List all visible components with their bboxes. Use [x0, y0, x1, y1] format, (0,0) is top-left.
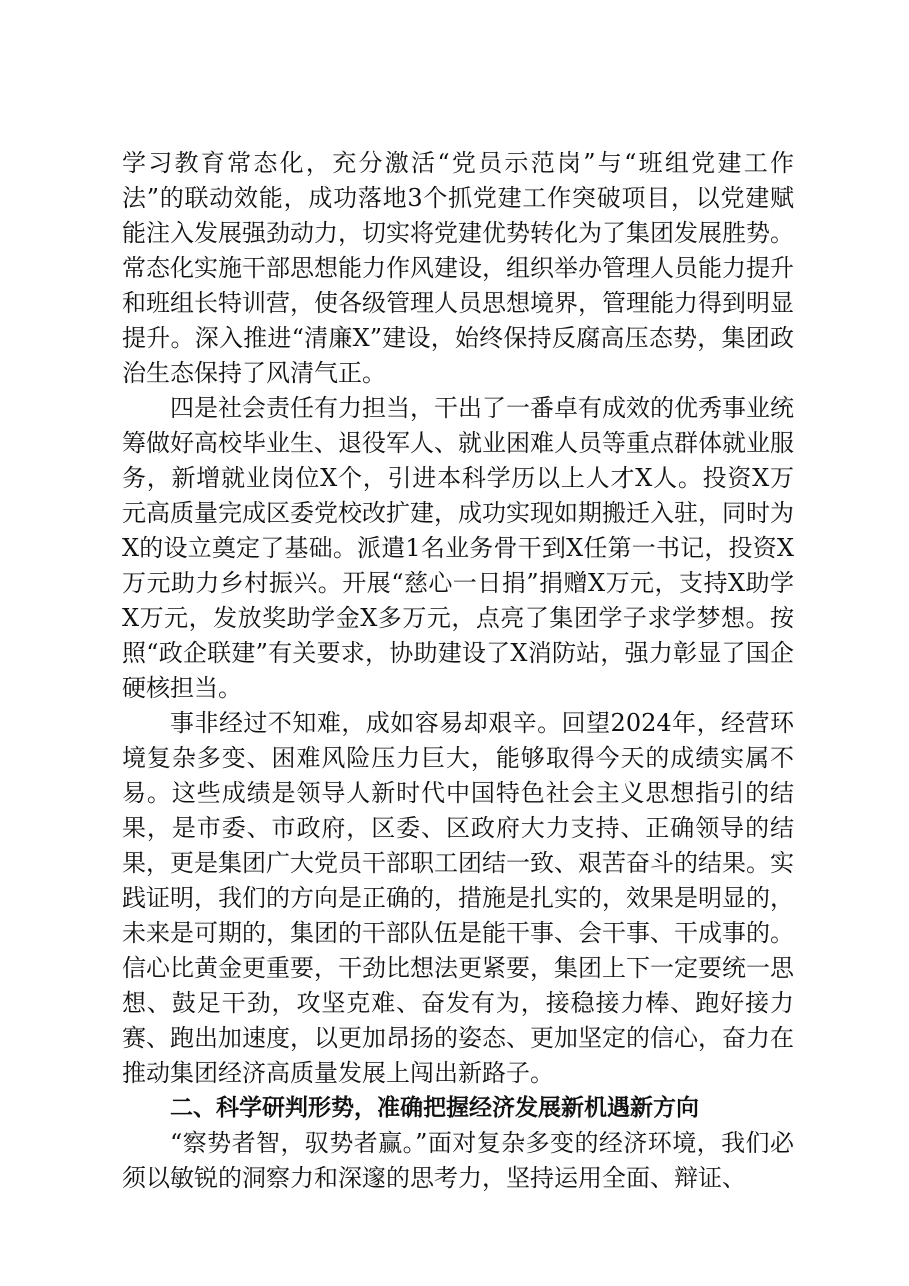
paragraph-social-responsibility: 四是社会责任有力担当，干出了一番卓有成效的优秀事业统筹做好高校毕业生、退役军人、就业困难人员等重点群体就业服务，新增就业岗位X个，引进本科学历以上人才X人。投资X万元高质量完成区委党校改扩建，成功实现如期搬迁入驻，同时为X的设立奠定了基础。派遣1名业务骨干到X任第一书记，投资X万元助力乡村振兴。开展“慈心一日捐”捐赠X万元，支持X助学X万元，发放奖助学金X多万元，点亮了集团学子求学梦想。按照“政企联建”有关要求，协助建设了X消防站，强力彰显了国企硬核担当。 [122, 394, 794, 702]
paragraph-review-2024: 事非经过不知难，成如容易却艰辛。回望2024年，经营环境复杂多变、困难风险压力巨大，能够取得今天的成绩实属不易。这些成绩是领导人新时代中国特色社会主义思想指引的结果，是市委、市政府，区委、区政府大力支持、正确领导的结果，更是集团广大党员干部职工团结一致、艰苦奋斗的结果。实践证明，我们的方向是正确的，措施是扎实的，效果是明显的，未来是可期的，集团的干部队伍是能干事、会干事、干成事的。信心比黄金更重要，干劲比想法更紧要，集团上下一定要统一思想、鼓足干劲，攻坚克难、奋发有为，接稳接力棒、跑好接力赛、跑出加速度，以更加昂扬的姿态、更加坚定的信心，奋力在推动集团经济高质量发展上闯出新路子。 [122, 709, 794, 1087]
section-heading: 二、科学研判形势，准确把握经济发展新机遇新方向 [170, 1095, 699, 1121]
paragraph-situation-analysis: “察势者智，驭势者赢。”面对复杂多变的经济环境，我们必须以敏锐的洞察力和深邃的思考力，坚持运用全面、辩证、 [122, 1129, 794, 1192]
document-body [122, 146, 794, 1196]
paragraph-party-building: 学习教育常态化，充分激活“党员示范岗”与“班组党建工作法”的联动效能，成功落地3个抓党建工作突破项目，以党建赋能注入发展强劲动力，切实将党建优势转化为了集团发展胜势。常态化实施干部思想能力作风建设，组织举办管理人员能力提升和班组长特训营，使各级管理人员思想境界，管理能力得到明显提升。深入推进“清廉X”建设，始终保持反腐高压态势，集团政治生态保持了风清气正。 [122, 149, 794, 387]
